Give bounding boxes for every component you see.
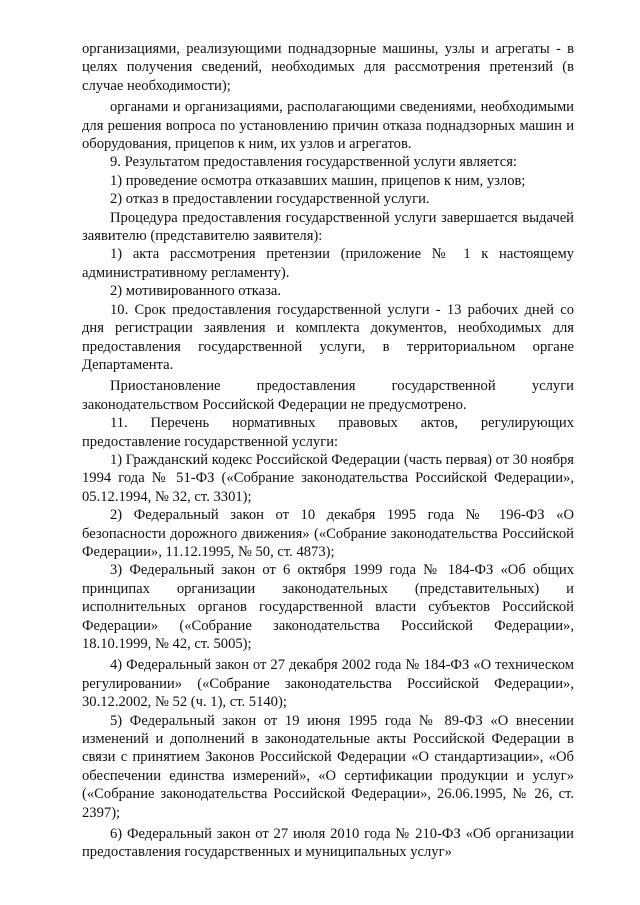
paragraph-act-3: 3) Федеральный закон от 6 октября 1999 года № 184-ФЗ «Об общих принципах организации законодательных (представительных) и исполнительных органов государственной власти субъектов Российской Федерации» («Собрание законодательства Российской Федерации», 18.10.1999, № 42, ст. 5005); [82,562,574,652]
paragraph-act-4: 4) Федеральный закон от 27 декабря 2002 года № 184-ФЗ «О техническом регулировании» («Собрание законодательства Российской Федерации», 30.12.2002, № 52 (ч. 1), ст. 5140); [82,657,574,711]
paragraph-result-1: 1) проведение осмотра отказавших машин, прицепов к ним, узлов; [110,172,526,189]
paragraph-result-2: 2) отказ в предоставлении государственной услуги. [110,191,430,208]
paragraph-procedure: Процедура предоставления государственной услуги завершается выдачей заявителю (представителю заявителя): [82,209,574,245]
paragraph-suspension: Приостановление предоставления государственной услуги законодательством Российской Федерации не предусмотрено. [82,378,574,413]
paragraph-act-1: 1) Гражданский кодекс Российской Федерации (часть первая) от 30 ноября 1994 года № 51-ФЗ («Собрание законодательства Российской Федерации», 05.12.1994, № 32, ст. 3301); [82,451,575,505]
paragraph-act-2: 2) Федеральный закон от 10 декабря 1995 года № 196-ФЗ «О безопасности дорожного движения» («Собрание законодательства Российской Федерации», 11.12.1995, № 50, ст. 4873); [82,507,574,560]
paragraph-item-9: 9. Результатом предоставления государственной услуги является: [110,154,517,171]
paragraph-organizations-selling: организациями, реализующими поднадзорные машины, узлы и агрегаты - в целях получения сведений, необходимых для рассмотрения претензий (в случае необходимости); [82,41,574,94]
paragraph-procedure-1: 1) акта рассмотрения претензии (приложение № 1 к настоящему административному регламенту). [82,246,574,281]
paragraph-organizations-info: органами и организациями, располагающими сведениями, необходимыми для решения вопроса по установлению причин отказа поднадзорных машин и оборудования, прицепов к ним, их узлов и агрегатов. [82,99,574,153]
paragraph-act-6: 6) Федеральный закон от 27 июля 2010 года № 210-ФЗ «Об организации предоставления государственных и муниципальных услуг» [82,826,574,861]
paragraph-procedure-2: 2) мотивированного отказа. [110,283,282,300]
paragraph-item-10: 10. Срок предоставления государственной услуги - 13 рабочих дней со дня регистрации заявления и комплекта документов, необходимых для предоставления государственной услуги, в территориальном органе Департамента. [82,301,574,373]
paragraph-act-5: 5) Федеральный закон от 19 июня 1995 года № 89-ФЗ «О внесении изменений и дополнений в законодательные акты Российской Федерации в связи с принятием Законов Российской Федерации «О стандартизации», «Об обеспечении единства измерений», «О сертификации продукции и услуг» («Собрание законодательства Российской Федерации», 26.06.1995, № 26, ст. 2397); [82,712,574,821]
paragraph-item-11: 11. Перечень нормативных правовых актов, регулирующих предоставление государственной услуги: [82,415,574,450]
